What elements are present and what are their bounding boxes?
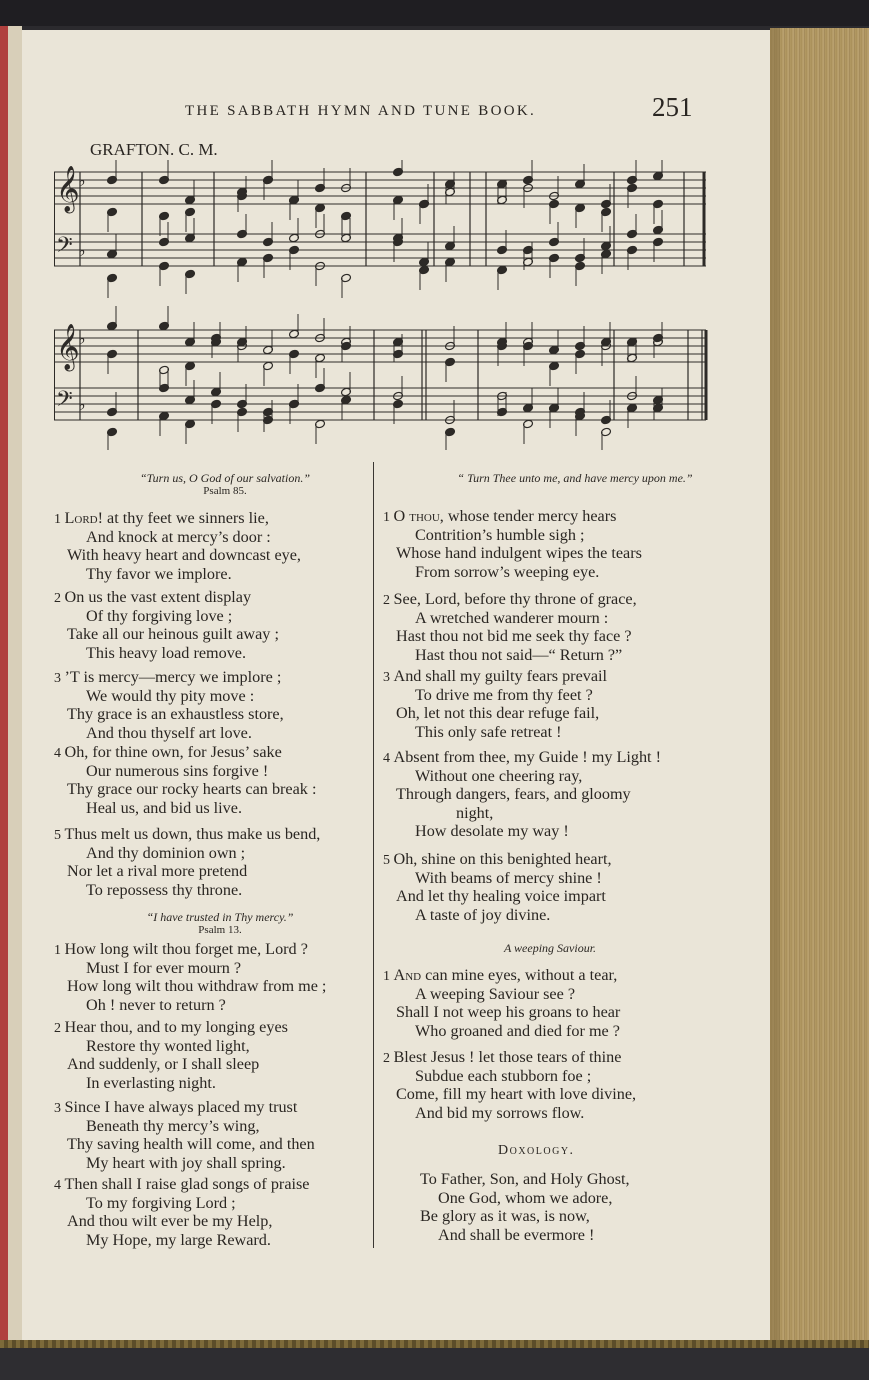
hymn-line: Of thy forgiving love ; xyxy=(86,606,233,625)
line-text: ! at thy feet we sinners lie, xyxy=(97,509,269,527)
page-number: 251 xyxy=(652,92,693,122)
hymn-line: Come, fill my heart with love divine, xyxy=(396,1085,637,1103)
hymn-line: Oh, let not this dear refuge fail, xyxy=(396,704,600,722)
stanza-first-line xyxy=(54,743,282,763)
stanza-first-line xyxy=(383,1048,621,1068)
scripture-reference: Psalm 13. xyxy=(198,924,242,936)
stanza-first-line xyxy=(54,1175,310,1195)
line-text: Thus melt us down, thus make us bend, xyxy=(64,825,321,843)
hymn-line: And let thy healing voice impart xyxy=(396,887,606,905)
hymn-line: To my forgiving Lord ; xyxy=(86,1193,236,1212)
hymn-line: Beneath thy mercy’s wing, xyxy=(86,1116,260,1135)
line-text: And shall my guilty fears prevail xyxy=(393,667,608,685)
hymn-line: This only safe retreat ! xyxy=(415,722,562,741)
hymn-line: A wretched wanderer mourn : xyxy=(415,608,609,627)
hymn-line: A weeping Saviour see ? xyxy=(415,984,576,1003)
stanza-number: 1 xyxy=(54,512,65,527)
hymn-line: Without one cheering ray, xyxy=(415,766,583,785)
hymn-line: We would thy pity move : xyxy=(86,686,255,705)
hymn-heading-text: “I have trusted in Thy mercy.” xyxy=(146,910,294,924)
bass-clef: 𝄢 xyxy=(56,387,73,417)
stanza-number: 3 xyxy=(54,1101,65,1116)
hymn-line: Thy grace our rocky hearts can break : xyxy=(67,780,317,798)
hymn-line: With beams of mercy shine ! xyxy=(415,868,602,887)
hymn-line: And knock at mercy’s door : xyxy=(86,527,271,546)
hymn-line: Oh ! never to return ? xyxy=(86,995,226,1014)
hymn-line: And thy dominion own ; xyxy=(86,843,246,862)
stanza-first-line xyxy=(54,588,251,608)
line-text: Then shall I raise glad songs of praise xyxy=(64,1175,310,1193)
hymn-line: And suddenly, or I shall sleep xyxy=(67,1055,260,1073)
initial-word: O thou xyxy=(393,507,440,525)
line-text: ’T is mercy—mercy we implore ; xyxy=(64,668,282,686)
stanza-number: 1 xyxy=(383,969,394,984)
stanza-first-line xyxy=(54,940,308,960)
column-divider xyxy=(373,462,374,1248)
hymn-line: Heal us, and bid us live. xyxy=(86,798,243,817)
hymn-line: And thou wilt ever be my Help, xyxy=(67,1212,273,1230)
book-spine-edge xyxy=(0,26,8,1340)
line-text: Hear thou, and to my longing eyes xyxy=(64,1018,288,1036)
line-text: See, Lord, before thy throne of grace, xyxy=(393,590,637,608)
hymn-line: night, xyxy=(456,803,494,822)
flat-sign: ♭ xyxy=(78,395,86,414)
scan-frame-top xyxy=(0,0,869,26)
flat-sign: ♭ xyxy=(78,171,86,190)
stanza-number: 5 xyxy=(54,828,65,843)
hymn-line: Must I for ever mourn ? xyxy=(86,958,242,977)
hymn-line: This heavy load remove. xyxy=(86,643,247,662)
line-text: , whose tender mercy hears xyxy=(439,507,617,525)
doxology-heading: Doxology. xyxy=(498,1143,575,1158)
hymn-heading xyxy=(450,472,700,485)
stanza-first-line xyxy=(383,507,616,527)
doxology-line: And shall be evermore ! xyxy=(438,1225,595,1244)
stanza-number: 5 xyxy=(383,853,394,868)
hymn-line: Shall I not weep his groans to hear xyxy=(396,1003,621,1021)
hymn-line: And bid my sorrows flow. xyxy=(415,1103,585,1122)
hymn-line: How long wilt thou withdraw from me ; xyxy=(67,977,327,995)
flat-sign: ♭ xyxy=(78,241,86,260)
doxology-line: One God, whom we adore, xyxy=(438,1188,613,1207)
line-text: can mine eyes, without a tear, xyxy=(421,966,618,984)
stanza-number: 3 xyxy=(383,670,394,685)
initial-word: And xyxy=(393,966,422,984)
hymn-line: Take all our heinous guilt away ; xyxy=(67,625,279,643)
hymn-line: Who groaned and died for me ? xyxy=(415,1021,620,1040)
gilt-page-edges xyxy=(770,28,869,1340)
stanza-first-line xyxy=(54,509,269,529)
hymn-line: My heart with joy shall spring. xyxy=(86,1153,286,1172)
stanza-number: 1 xyxy=(54,943,65,958)
hymn-line: Whose hand indulgent wipes the tears xyxy=(396,544,642,562)
music-score xyxy=(54,160,710,450)
stanza-number: 2 xyxy=(383,593,394,608)
hymn-line: Thy saving health will come, and then xyxy=(67,1135,315,1153)
hymn-line: In everlasting night. xyxy=(86,1073,216,1092)
stanza-first-line xyxy=(54,1018,288,1038)
line-text: Blest Jesus ! let those tears of thine xyxy=(393,1048,622,1066)
stanza-number: 3 xyxy=(54,671,65,686)
hymn-line: Contrition’s humble sigh ; xyxy=(415,525,585,544)
hymn-line: To repossess thy throne. xyxy=(86,880,243,899)
doxology-line: Be glory as it was, is now, xyxy=(420,1207,590,1225)
line-text: Since I have always placed my trust xyxy=(64,1098,298,1116)
hymn-line: Thy favor we implore. xyxy=(86,564,232,583)
binding-border xyxy=(0,1340,869,1348)
stanza-first-line xyxy=(383,590,637,610)
treble-clef: 𝄞 xyxy=(56,166,80,212)
hymn-line: Thy grace is an exhaustless store, xyxy=(67,705,284,723)
bass-clef: 𝄢 xyxy=(56,233,73,263)
tune-title: GRAFTON. C. M. xyxy=(90,140,218,159)
hymn-line: To drive me from thy feet ? xyxy=(415,685,593,704)
stanza-number: 2 xyxy=(54,591,65,606)
line-text: Oh, shine on this benighted heart, xyxy=(393,850,612,868)
hymn-line: Through dangers, fears, and gloomy xyxy=(396,785,631,803)
hymn-line: Restore thy wonted light, xyxy=(86,1036,250,1055)
stanza-first-line xyxy=(383,966,617,986)
hymn-heading xyxy=(110,911,330,937)
stanza-first-line xyxy=(54,668,281,688)
line-text: How long wilt thou forget me, Lord ? xyxy=(64,940,308,958)
hymn-heading-text: A weeping Saviour. xyxy=(503,941,597,955)
hymn-heading xyxy=(475,942,625,955)
hymn-line: Our numerous sins forgive ! xyxy=(86,761,269,780)
hymn-line: With heavy heart and downcast eye, xyxy=(67,546,301,564)
stanza-number: 1 xyxy=(383,510,394,525)
stanza-first-line xyxy=(383,850,612,870)
hymn-line: And thou thyself art love. xyxy=(86,723,252,742)
hymn-line: Nor let a rival more pretend xyxy=(67,862,248,880)
running-head: THE SABBATH HYMN AND TUNE BOOK. xyxy=(185,103,537,119)
doxology-line: To Father, Son, and Holy Ghost, xyxy=(420,1170,630,1188)
stanza-first-line xyxy=(54,1098,297,1118)
stanza-number: 2 xyxy=(54,1021,65,1036)
line-text: Oh, for thine own, for Jesus’ sake xyxy=(64,743,282,761)
page-edge-shadow xyxy=(770,28,780,1340)
hymn-heading-text: “ Turn Thee unto me, and have mercy upon me.” xyxy=(457,471,693,485)
hymn-line: From sorrow’s weeping eye. xyxy=(415,562,600,581)
initial-word: Lord xyxy=(64,509,98,527)
hymn-line: Hast thou not bid me seek thy face ? xyxy=(396,627,632,645)
hymn-heading xyxy=(110,472,340,498)
treble-clef: 𝄞 xyxy=(56,324,80,370)
stanza-number: 4 xyxy=(383,751,394,766)
scripture-reference: Psalm 85. xyxy=(203,485,247,497)
stanza-first-line xyxy=(383,667,607,687)
stanza-first-line xyxy=(54,825,320,845)
hymn-line: How desolate my way ! xyxy=(415,822,569,840)
line-text: On us the vast extent display xyxy=(64,588,252,606)
line-text: Absent from thee, my Guide ! my Light ! xyxy=(393,748,661,766)
hymn-line: Subdue each stubborn foe ; xyxy=(415,1066,592,1085)
stanza-number: 4 xyxy=(54,1178,65,1193)
hymn-line: A taste of joy divine. xyxy=(415,905,551,924)
flat-sign: ♭ xyxy=(78,329,86,348)
stanza-number: 4 xyxy=(54,746,65,761)
hymn-line: My Hope, my large Reward. xyxy=(86,1230,271,1249)
hymn-line: Hast thou not said—“ Return ?” xyxy=(415,645,623,664)
stanza-first-line xyxy=(383,748,661,768)
hymn-heading-text: “Turn us, O God of our salvation.” xyxy=(139,471,311,485)
stanza-number: 2 xyxy=(383,1051,394,1066)
